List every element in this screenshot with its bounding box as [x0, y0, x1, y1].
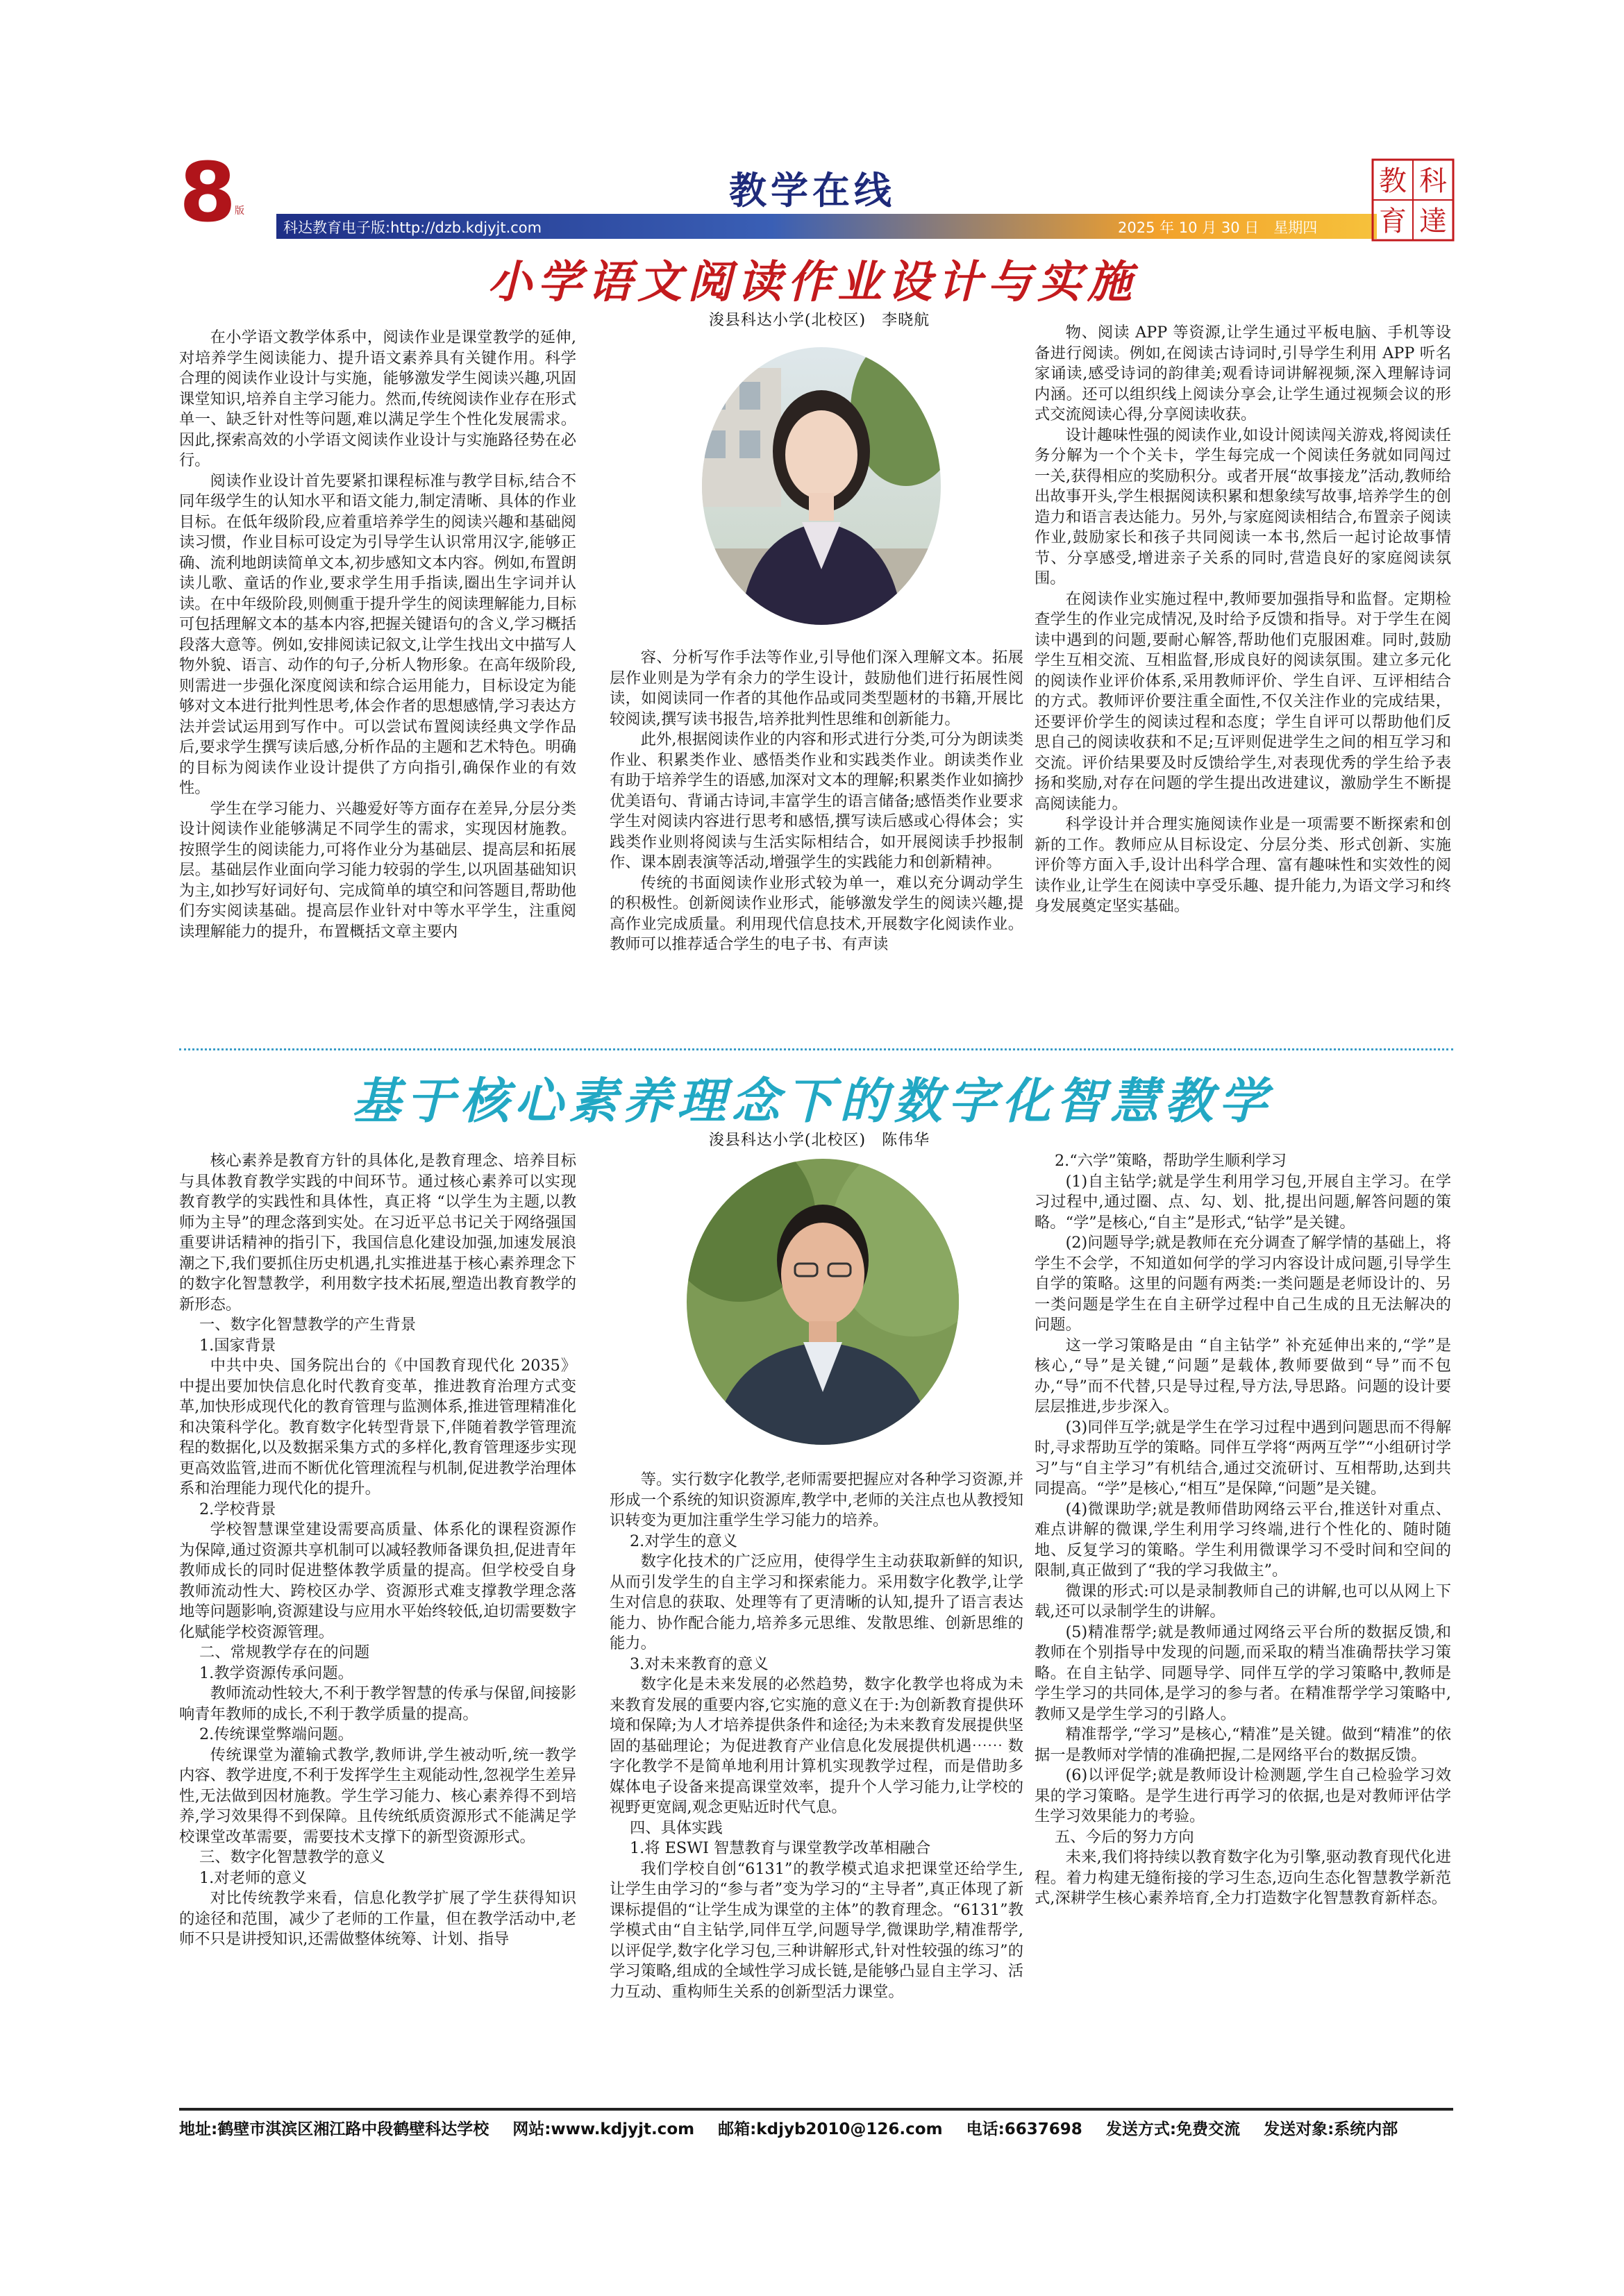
paragraph: 我们学校自创“6131”的教学模式追求把课堂还给学生,让学生由学习的“参与者”变为学习的“主导者”,真正体现了新课标提倡的“让学生成为课堂的主体”的教育理念。“6131”教学模式由“自主钻学,同伴互学,问题导学,微课助学,精准帮学,以评促学,数字化学习包,三种讲解形式,针对性较强的练习”的学习策略,组成的全域性学习成长链,是能够凸显自主学习、活力互动、重构师生关系的创新型活力课堂。 [610, 1859, 1023, 2001]
paragraph: 在阅读作业实施过程中,教师要加强指导和监督。定期检查学生的作业完成情况,及时给予反馈和指导。对于学生在阅读中遇到的问题,要耐心解答,帮助他们克服困难。同时,鼓励学生互相交流、互相监督,形成良好的阅读氛围。建立多元化的阅读作业评价体系,采用教师评价、学生自评、互评相结合的方式。教师评价要注重全面性,不仅关注作业的完成结果，还要评价学生的阅读过程和态度；学生自评可以帮助他们反思自己的阅读收获和不足;互评则促进学生之间的相互学习和交流。评价结果要及时反馈给学生,对表现优秀的学生给予表扬和奖励,对存在问题的学生提出改进建议，激励学生不断提高阅读能力。 [1035, 589, 1451, 813]
footer-rule [179, 2108, 1453, 2111]
subheading: 2.对学生的意义 [629, 1532, 738, 1550]
article1-column-2 [610, 648, 1023, 955]
article1-title: 小学语文阅读作业设计与实施 [487, 256, 1137, 308]
logo-character: 育 [1379, 206, 1407, 237]
subheading: 四、具体实践 [629, 1818, 723, 1837]
page-label: 版 [235, 206, 244, 217]
paragraph: 科学设计并合理实施阅读作业是一项需要不断探索和创新的工作。教师应从目标设定、分层分类、形式创新、实施评价等方面入手,设计出科学合理、富有趣味性和实效性的阅读作业,让学生在阅读中享受乐趣、提升能力,为语文学习和终身发展奠定坚实基础。 [1035, 815, 1451, 915]
paragraph: 学校智慧课堂建设需要高质量、体系化的课程资源作为保障,通过资源共享机制可以减轻教师备课负担,促进青年教师成长的同时促进整体教学质量的提高。但学校受自身教师流动性大、跨校区办学、资源形式难支撑教学理念落地等问题影响,资源建设与应用水平始终较低,迫切需要数字化赋能学校资源管理。 [179, 1520, 576, 1641]
subheading: 1.将 ESWI 智慧教育与课堂教学改革相融合 [629, 1839, 931, 1857]
paragraph: 微课的形式:可以是录制教师自己的讲解,也可以从网上下载,还可以录制学生的讲解。 [1035, 1582, 1451, 1620]
paragraph: 未来,我们将持续以教育数字化为引擎,驱动教育现代化进程。着力构建无缝衔接的学习生态,迈向生态化智慧教学新范式,深耕学生核心素养培育,全力打造数字化智慧教育新样态。 [1035, 1848, 1451, 1907]
article2-column-2 [610, 1470, 1023, 2002]
paragraph: 对比传统教学来看，信息化教学扩展了学生获得知识的途径和范围，减少了老师的工作量，但在教学活动中,老师不只是讲授知识,还需做整体统筹、计划、指导 [179, 1889, 576, 1948]
paragraph: 设计趣味性强的阅读作业,如设计阅读闯关游戏,将阅读任务分解为一个个关卡，学生每完成一个阅读任务就如同闯过一关,获得相应的奖励积分。或者开展“故事接龙”活动,教师给出故事开头,学生根据阅读积累和想象续写故事,培养学生的创造力和语言表达能力。另外,与家庭阅读相结合,布置亲子阅读作业,鼓励家长和孩子共同阅读一本书,然后一起讨论故事情节、分享感受,增进亲子关系的同时,营造良好的家庭阅读氛围。 [1035, 426, 1451, 587]
subheading: 三、数字化智慧教学的意义 [199, 1848, 385, 1866]
paragraph: (1)自主钻学;就是学生利用学习包,开展自主学习。在学习过程中,通过圈、点、勾、划、批,提出问题,解答问题的策略。“学”是核心,“自主”是形式,“钻学”是关键。 [1035, 1172, 1451, 1232]
edition-date: 2025 年 10 月 30 日 星期四 [1118, 219, 1318, 236]
subheading: 3.对未来教育的意义 [629, 1654, 769, 1673]
subheading: 2.学校背景 [199, 1500, 276, 1518]
footer-audience: 发送对象:系统内部 [1264, 2120, 1398, 2138]
paragraph: 阅读作业设计首先要紧扣课程标准与教学目标,结合不同年级学生的认知水平和语文能力,制定清晰、具体的作业目标。在低年级阶段,应着重培养学生的阅读兴趣和基础阅读习惯，作业目标可设定为引导学生认识常用汉字,能够正确、流利地朗读简单文本,初步感知文本内容。例如,布置朗读儿歌、童话的作业,要求学生用手指读,圈出生字词并认读。在中年级阶段,则侧重于提升学生的阅读理解能力,目标可包括理解文本的基本内容,把握关键语句的含义,学习概括段落大意等。例如,安排阅读记叙文,让学生找出文中描写人物外貌、语言、动作的句子,分析人物形象。在高年级阶段,则需进一步强化深度阅读和综合运用能力，目标设定为能够对文本进行批判性思考,体会作者的思想感情,学习表达方法并尝试运用到写作中。可以尝试布置阅读经典文学作品后,要求学生撰写读后感,分析作品的主题和艺术特色。明确的目标为阅读作业设计提供了方向指引,确保作业的有效性。 [179, 471, 576, 797]
paragraph: 此外,根据阅读作业的内容和形式进行分类,可分为朗读类作业、积累类作业、感悟类作业和实践类作业。朗读类作业有助于培养学生的语感,加深对文本的理解;积累类作业如摘抄优美语句、背诵古诗词,丰富学生的语言储备;感悟类作业要求学生对阅读内容进行思考和感悟,撰写读后感或心得体会；实践类作业则将阅读与生活实际相结合，如开展阅读手抄报制作、课本剧表演等活动,增强学生的实践能力和创新精神。 [610, 730, 1023, 871]
paragraph: 数字化是未来发展的必然趋势，数字化教学也将成为未来教育发展的重要内容,它实施的意义在于:为创新教育提供环境和保障;为人才培养提供条件和途径;为未来教育发展提供坚固的基础理论；为促进教育产业信息化发展提供机遇⋯⋯ 数字化教学不是简单地利用计算机实现教学过程，而是借助多媒体电子设备来提高课堂效率，提升个人学习能力,让学校的视野更宽阔,观念更贴近时代气息。 [610, 1675, 1023, 1816]
paragraph: 容、分析写作手法等作业,引导他们深入理解文本。拓展层作业则是为学有余力的学生设计，鼓励他们进行拓展性阅读，如阅读同一作者的其他作品或同类型题材的书籍,开展比较阅读,撰写读书报告,培养批判性思维和创新能力。 [610, 648, 1023, 728]
article1-column-3 [1035, 323, 1451, 917]
footer [179, 2116, 1453, 2139]
paragraph: 学生在学习能力、兴趣爱好等方面存在差异,分层分类设计阅读作业能够满足不同学生的需求，实现因材施教。按照学生的阅读能力,可将作业分为基础层、提高层和拓展层。基础层作业面向学习能力较弱的学生,以巩固基础知识为主,如抄写好词好句、完成简单的填空和问答题目,帮助他们夯实阅读基础。提高层作业针对中等水平学生，注重阅读理解能力的提升，布置概括文章主要内 [179, 799, 576, 941]
subheading: 2.“六学”策略，帮助学生顺利学习 [1054, 1152, 1287, 1170]
paragraph: 等。实行数字化教学,老师需要把握应对各种学习资源,并形成一个系统的知识资源库,教学中,老师的关注点也从教授知识转变为更加注重学生学习能力的培养。 [610, 1470, 1023, 1530]
paragraph: 教师流动性较大,不利于教学智慧的传承与保留,间接影响青年教师的成长,不利于教学质量的提高。 [179, 1684, 576, 1723]
paragraph: (3)同伴互学;就是学生在学习过程中遇到问题思而不得解时,寻求帮助互学的策略。同伴互学将“两两互学”“小组研讨学习”与“自主学习”有机结合,通过交流研讨、互相帮助,达到共同提高。“学”是核心,“相互”是保障,“问题”是关键。 [1035, 1418, 1451, 1498]
paragraph: 数字化技术的广泛应用，使得学生主动获取新鲜的知识,从而引发学生的自主学习和探索能力。采用数字化教学,让学生对信息的获取、处理等有了更清晰的认知,提升了语言表达能力、协作配合能力,培养多元思维、发散思维、创新思维的能力。 [610, 1552, 1023, 1652]
paragraph: (6)以评促学;就是教师设计检测题,学生自己检验学习效果的学习策略。是学生进行再学习的依据,也是对教师评估学生学习效果能力的考验。 [1035, 1766, 1451, 1825]
paragraph: (4)微课助学;就是教师借助网络云平台,推送针对重点、难点讲解的微课,学生利用学习终端,进行个性化的、随时随地、反复学习的策略。学生利用微课学习不受时间和空间的限制,真正做到了“我的学习我做主”。 [1035, 1500, 1451, 1579]
subheading: 1.对老师的意义 [199, 1868, 308, 1887]
paragraph: 精准帮学,“学习”是核心,“精准”是关键。做到“精准”的依据一是教师对学情的准确把握,二是网络平台的数据反馈。 [1035, 1725, 1451, 1764]
subheading: 2.传统课堂弊端问题。 [199, 1725, 353, 1743]
article1-byline: 浚县科达小学(北校区) 李晓航 [708, 312, 930, 329]
paragraph: 这一学习策略是由 “自主钻学” 补充延伸出来的,“学”是核心,“导”是关键,“问题”是载体,教师要做到“导”而不包办,“导”而不代替,只是导过程,导方法,导思路。问题的设计要层层推进,步步深入。 [1035, 1336, 1452, 1416]
paragraph: 物、阅读 APP 等资源,让学生通过平板电脑、手机等设备进行阅读。例如,在阅读古诗词时,引导学生利用 APP 听名家诵读,感受诗词的韵律美;观看诗词讲解视频,深入理解诗词内涵。还可以组织线上阅读分享会,让学生通过视频会议的形式交流阅读心得,分享阅读收获。 [1035, 324, 1451, 424]
paragraph: 在小学语文教学体系中，阅读作业是课堂教学的延伸,对培养学生阅读能力、提升语文素养具有关键作用。科学合理的阅读作业设计与实施，能够激发学生阅读兴趣,巩固课堂知识,培养自主学习能力。然而,传统阅读作业存在形式单一、缺乏针对性等问题,难以满足学生个性化发展需求。因此,探索高效的小学语文阅读作业设计与实施路径势在必行。 [179, 328, 576, 469]
footer-email[interactable]: 邮箱:kdjyb2010@126.com [718, 2120, 943, 2138]
article1-column-1 [179, 328, 576, 942]
article2-column-1 [179, 1151, 576, 1950]
article-separator [179, 1048, 1453, 1050]
footer-phone: 电话:6637698 [966, 2120, 1082, 2138]
logo-character: 科 [1419, 165, 1447, 197]
author-photo-li [698, 340, 945, 632]
paragraph: 核心素养是教育方针的具体化,是教育理念、培养目标与具体教育教学实践的中间环节。通过核心素养可以实现教育教学的实践性和具体性，真正将 “以学生为主题,以教师为主导”的理念落到实处。在习近平总书记关于网络强国重要讲话精神的指引下，我国信息化建设加强,加速发展浪潮之下,我们要抓住历史机遇,扎实推进基于核心素养理念下的数字化智慧教学，利用数字技术拓展,塑造出教育教学的新形态。 [179, 1152, 576, 1314]
footer-website[interactable]: 网站:www.kdjyjt.com [512, 2120, 695, 2138]
paragraph: 传统课堂为灌输式教学,教师讲,学生被动听,统一教学内容、教学进度,不利于发挥学生主观能动性,忽视学生差异性,无法做到因材施教。学生学习能力、核心素养得不到培养,学习效果得不到保障。且传统纸质资源形式不能满足学校课堂改革需要，需要技术支撑下的新型资源形式。 [179, 1745, 576, 1846]
author-photo-chen [684, 1156, 962, 1448]
subheading: 1.国家背景 [199, 1336, 276, 1355]
article2-byline: 浚县科达小学(北校区) 陈伟华 [708, 1132, 930, 1149]
school-logo-icon [1371, 158, 1455, 242]
subheading: 二、常规教学存在的问题 [199, 1643, 370, 1661]
logo-character: 達 [1419, 206, 1447, 237]
article2-title: 基于核心素养理念下的数字化智慧教学 [352, 1072, 1273, 1130]
paragraph: (2)问题导学;就是教师在充分调查了解学情的基础上，将学生不会学，不知道如何学的学习内容设计成问题,引导学生自学的策略。这里的问题有两类:一类问题是老师设计的、另一类问题是学生在自主研学过程中自己生成的且无法解决的问题。 [1035, 1234, 1451, 1334]
footer-distribution: 发送方式:免费交流 [1105, 2120, 1241, 2138]
section-title: 教学在线 [729, 168, 896, 212]
edition-url: 科达教育电子版:http://dzb.kdjyjt.com [283, 219, 542, 236]
subheading: 一、数字化智慧教学的产生背景 [199, 1316, 417, 1334]
page-number: 8 [179, 144, 237, 240]
logo-character: 教 [1379, 165, 1407, 197]
paragraph: (5)精准帮学;就是教师通过网络云平台所的数据反馈,和教师在个别指导中发现的问题,而采取的精当准确帮扶学习策略。在自主钻学、同题导学、同伴互学的学习策略中,教师是学生学习的共同体,是学习的参与者。在精准帮学学习策略中,教师又是学生学习的引路人。 [1035, 1623, 1451, 1723]
footer-address: 地址:鹤壁市淇滨区湘江路中段鹤壁科达学校 [179, 2120, 489, 2138]
subheading: 五、今后的努力方向 [1054, 1827, 1194, 1846]
article2-column-3 [1035, 1151, 1451, 1909]
paragraph: 中共中央、国务院出台的《中国教育现代化 2035》中提出要加快信息化时代教育变革，推进教育治理方式变革,加快形成现代化的教育管理与监测体系,推进管理精准化和决策科学化。教育数字化转型背景下,伴随着教学管理流程的数据化,以及数据采集方式的多样化,教育管理逐步实现更高效监管,进而不断优化管理流程与机制,促进教学治理体系和治理能力现代化的提升。 [179, 1357, 576, 1498]
subheading: 1.教学资源传承问题。 [199, 1664, 353, 1682]
paragraph: 传统的书面阅读作业形式较为单一，难以充分调动学生的积极性。创新阅读作业形式，能够激发学生的阅读兴趣,提高作业完成质量。利用现代信息技术,开展数字化阅读作业。教师可以推荐适合学生的电子书、有声读 [610, 873, 1023, 953]
